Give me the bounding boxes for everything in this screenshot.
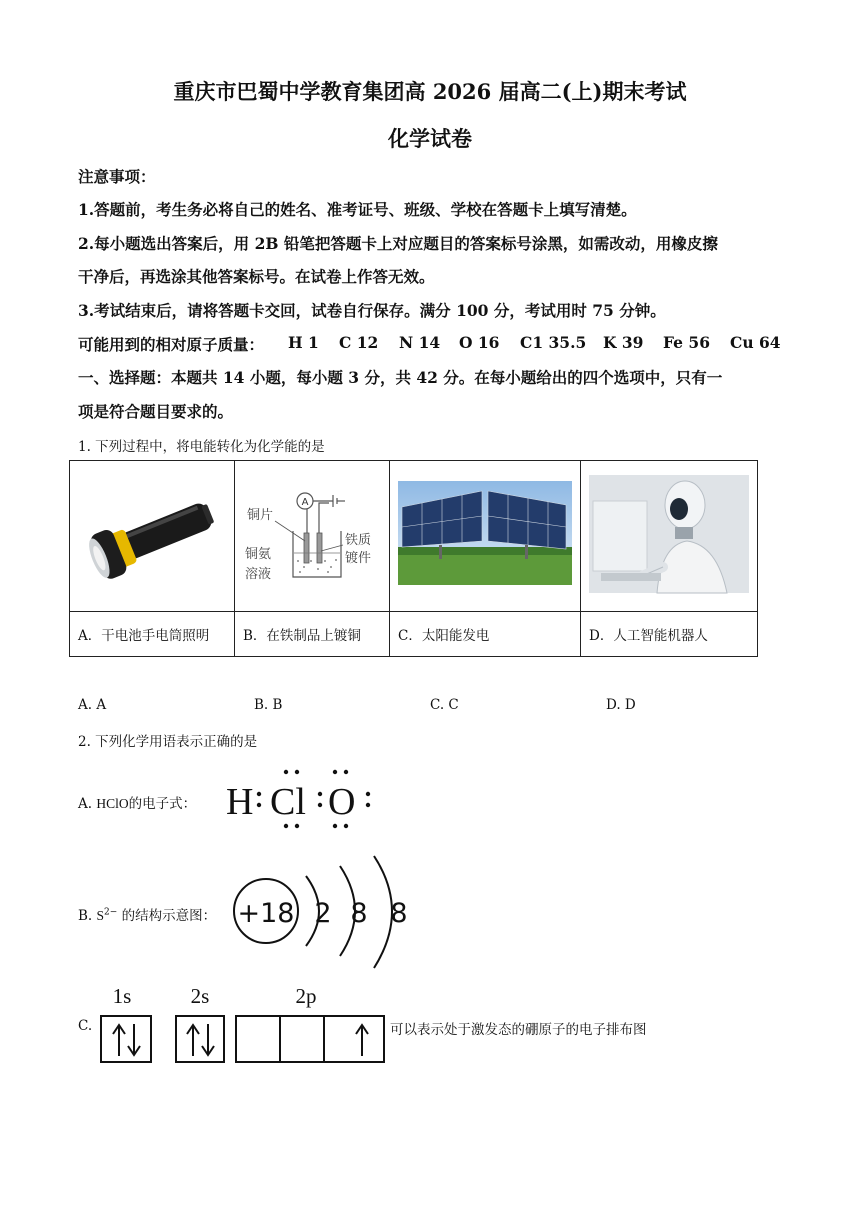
hclo-electron-formula [224, 764, 380, 836]
copper-sheet-label: 铜片 [247, 508, 274, 523]
option-b-caption: B．在铁制品上镀铜 [235, 612, 390, 657]
atomic-mass-h: H 1 [288, 333, 319, 352]
s2-ion-structure-diagram [228, 852, 410, 974]
boron-orbital-diagram [96, 980, 392, 1068]
orbital-box-2p-2 [280, 1016, 324, 1062]
q2-option-c-prefix: C. [78, 1018, 93, 1034]
q2-option-a-prefix: A. [78, 796, 97, 812]
nucleus-charge: +18 [237, 898, 295, 929]
flashlight-image [70, 461, 234, 607]
option-c-caption: C．太阳能发电 [390, 612, 581, 657]
atomic-mass-cu: Cu 64 [730, 333, 781, 352]
q2-option-a-text [78, 792, 196, 812]
solar-panel-cell [390, 461, 581, 612]
note-3: 3.考试结束后，请将答题卡交回，试卷自行保存。满分 100 分，考试用时 75 分钟。 [78, 301, 666, 320]
option-d-caption: D．人工智能机器人 [581, 612, 758, 657]
note-1: 1.答题前，考生务必将自己的姓名、准考证号、班级、学校在答题卡上填写清楚。 [78, 200, 637, 219]
q1-answer-a: A. A [78, 697, 107, 713]
robot-image [581, 461, 757, 607]
option-a-caption: A．干电池手电筒照明 [70, 612, 235, 657]
atomic-mass-cl: C1 35.5 [520, 333, 587, 352]
note-2-line-2: 干净后，再选涂其他答案标号。在试卷上作答无效。 [78, 267, 435, 286]
atomic-mass-n: N 14 [399, 333, 441, 352]
solution-label-2: 溶液 [245, 567, 272, 582]
atomic-mass-k: K 39 [603, 333, 644, 352]
orbital-label-1s: 1s [112, 984, 132, 1008]
q2-option-c-text: 可以表示处于激发态的硼原子的电子排布图 [390, 1022, 647, 1038]
formula-cl: Cl [270, 781, 306, 823]
exam-title: 重庆市巴蜀中学教育集团高 2026 届高二(上)期末考试 [173, 79, 687, 104]
orbital-label-2s: 2s [190, 984, 210, 1008]
solar-panel-image [390, 461, 580, 607]
orbital-box-1s [101, 1016, 151, 1062]
shell-3-electrons: 8 [390, 898, 408, 929]
q2-option-b-text [78, 904, 216, 924]
question-1-table [69, 460, 758, 657]
formula-h: H [226, 781, 254, 823]
orbital-box-2s [176, 1016, 224, 1062]
q1-answer-b: B. B [254, 697, 283, 713]
q2-option-b-charge: 2− [104, 907, 118, 918]
q2-option-a-formula: HClO [96, 796, 129, 811]
orbital-box-2p-3 [324, 1016, 384, 1062]
shell-2-electrons: 8 [350, 898, 368, 929]
iron-part-label-2: 镀件 [345, 551, 372, 566]
q2-option-a-suffix: 的电子式： [128, 796, 197, 812]
section-1-intro-line-1: 一、选择题：本题共 14 小题，每小题 3 分，共 42 分。在每小题给出的四个选项中，只有一 [78, 368, 723, 387]
ammeter-label: A [301, 497, 309, 508]
exam-subtitle: 化学试卷 [388, 126, 472, 151]
note-2-line-1: 2.每小题选出答案后，用 2B 铅笔把答题卡上对应题目的答案标号涂黑，如需改动，用橡皮擦 [78, 234, 718, 253]
section-1-intro-line-2: 项是符合题目要求的。 [78, 402, 234, 421]
q2-option-b-ion: S [96, 908, 105, 923]
electroplating-diagram [235, 461, 389, 607]
orbital-box-2p-1 [236, 1016, 280, 1062]
formula-o: O [328, 781, 356, 823]
q2-option-b-suffix: 的结构示意图： [117, 908, 217, 924]
question-1-stem: 1. 下列过程中，将电能转化为化学能的是 [78, 439, 325, 455]
iron-part-label-1: 铁质 [345, 533, 372, 548]
atomic-mass-fe: Fe 56 [663, 333, 710, 352]
shell-1-electrons: 2 [314, 898, 332, 929]
q2-option-b-prefix: B. [78, 908, 97, 924]
q1-answer-d: D. D [606, 697, 636, 713]
flashlight-cell [70, 461, 235, 612]
question-2-stem: 2. 下列化学用语表示正确的是 [78, 734, 258, 750]
electroplating-cell [235, 461, 390, 612]
solution-label-1: 铜氨 [245, 547, 272, 562]
q1-answer-c: C. C [430, 697, 459, 713]
notes-heading: 注意事项： [78, 167, 156, 186]
robot-cell [581, 461, 758, 612]
atomic-mass-o: O 16 [459, 333, 500, 352]
atomic-mass-label: 可能用到的相对原子质量： [78, 335, 265, 354]
orbital-label-2p: 2p [295, 984, 317, 1008]
atomic-mass-c: C 12 [339, 333, 379, 352]
